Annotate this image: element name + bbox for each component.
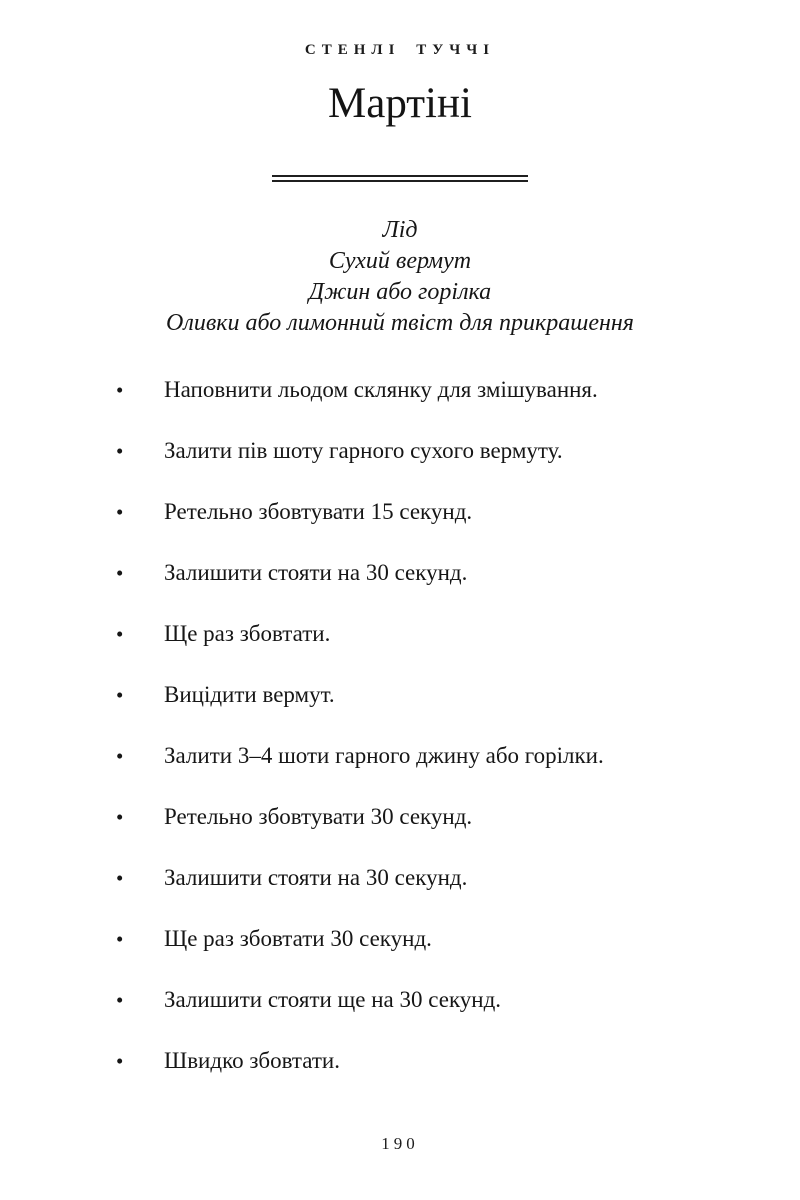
instruction-step (110, 619, 740, 649)
instruction-text: Залити 3–4 шоти гарного джину або горілки. (164, 743, 604, 768)
recipe-title: Мартіні (328, 80, 472, 127)
instruction-text: Залишити стояти на 30 секунд. (164, 560, 468, 585)
instruction-text: Залишити стояти на 30 секунд. (164, 865, 468, 890)
instruction-step (110, 741, 740, 771)
bullet-marker: • (116, 378, 124, 402)
bullet-marker: • (116, 500, 124, 524)
double-rule-divider (272, 175, 528, 182)
instruction-step (110, 375, 740, 405)
instruction-text: Швидко збовтати. (164, 1048, 340, 1073)
ingredient-line: Оливки або лимонний твіст для прикрашення (166, 310, 634, 336)
bullet-marker: • (116, 866, 124, 890)
instruction-text: Ретельно збовтувати 15 секунд. (164, 499, 473, 524)
instruction-text: Вицідити вермут. (164, 682, 335, 707)
ingredient-line: Сухий вермут (328, 248, 472, 274)
ingredient-line: Лід (382, 217, 418, 243)
instruction-step (110, 1046, 740, 1076)
instruction-step (110, 558, 740, 588)
instruction-step (110, 802, 740, 832)
instruction-step (110, 436, 740, 466)
bullet-marker: • (116, 561, 124, 585)
bullet-marker: • (116, 805, 124, 829)
bullet-marker: • (116, 683, 124, 707)
page-number: 190 (381, 1134, 419, 1153)
ingredient-line: Джин або горілка (308, 279, 492, 305)
bullet-marker: • (116, 622, 124, 646)
instruction-text: Ще раз збовтати. (164, 621, 331, 646)
instruction-text: Залити пів шоту гарного сухого вермуту. (164, 438, 563, 463)
bullet-marker: • (116, 439, 124, 463)
bullet-marker: • (116, 988, 124, 1012)
running-header-author: СТЕНЛІ ТУЧЧІ (304, 42, 496, 58)
instruction-step (110, 863, 740, 893)
instruction-step (110, 924, 740, 954)
bullet-marker: • (116, 1049, 124, 1073)
bullet-marker: • (116, 744, 124, 768)
instructions-list (0, 375, 800, 1076)
ingredients-block (0, 215, 800, 339)
instruction-text: Наповнити льодом склянку для змішування. (164, 377, 598, 402)
instruction-text: Залишити стояти ще на 30 секунд. (164, 987, 502, 1012)
instruction-step (110, 497, 740, 527)
instruction-step (110, 680, 740, 710)
instruction-step (110, 985, 740, 1015)
instruction-text: Ретельно збовтувати 30 секунд. (164, 804, 473, 829)
bullet-marker: • (116, 927, 124, 951)
instruction-text: Ще раз збовтати 30 секунд. (164, 926, 432, 951)
